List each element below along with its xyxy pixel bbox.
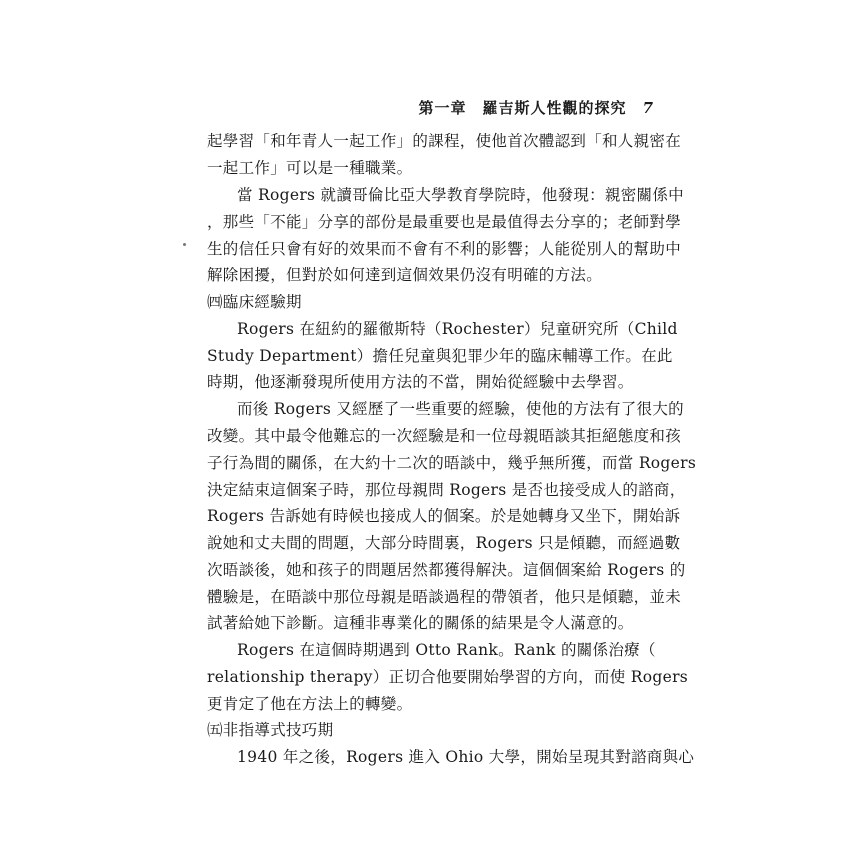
running-head — [419, 97, 654, 118]
text-line: 一起工作」可以是一種職業。 — [207, 159, 413, 177]
text-line: 說她和丈夫間的問題，大部分時間裏，Rogers 只是傾聽，而經過數 — [207, 534, 681, 552]
text-line: relationship therapy）正切合他要開始學習的方向，而使 Rogers — [207, 668, 689, 686]
text-line: 改變。其中最令他難忘的一次經驗是和一位母親晤談其拒絕態度和孩 — [207, 427, 682, 445]
text-line: 1940 年之後，Rogers 進入 Ohio 大學，開始呈現其對諮商與心 — [237, 748, 695, 766]
section-heading: ㈣臨床經驗期 — [207, 293, 302, 311]
text-line: ，那些「不能」分享的部份是最重要也是最值得去分享的；老師對學 — [207, 213, 682, 231]
text-line: 子行為間的關係，在大約十二次的晤談中，幾乎無所獲，而當 Rogers — [207, 454, 697, 472]
text-line: 生的信任只會有好的效果而不會有不利的影響；人能從別人的幫助中 — [207, 240, 682, 258]
text-line: 試著給她下診斷。這種非專業化的關係的結果是令人滿意的。 — [207, 614, 634, 632]
section-heading: ㈤非指導式技巧期 — [207, 721, 334, 739]
text-line: 體驗是，在晤談中那位母親是晤談過程的帶領者，他只是傾聽，並未 — [207, 588, 682, 606]
text-line: Rogers 在這個時期遇到 Otto Rank。Rank 的關係治療（ — [237, 641, 656, 659]
text-line: 起學習「和年青人一起工作」的課程，使他首次體認到「和人親密在 — [207, 132, 682, 150]
text-line: 時期，他逐漸發現所使用方法的不當，開始從經驗中去學習。 — [207, 373, 634, 391]
text-line: Rogers 在紐約的羅徹斯特（Rochester）兒童研究所（Child — [237, 320, 678, 338]
text-line: 而後 Rogers 又經歷了一些重要的經驗，使他的方法有了很大的 — [237, 400, 684, 418]
text-line: 解除困擾，但對於如何達到這個效果仍沒有明確的方法。 — [207, 266, 603, 284]
scan-speck — [183, 243, 186, 246]
text-line: 次晤談後，她和孩子的問題居然都獲得解決。這個個案給 Rogers 的 — [207, 561, 686, 579]
text-line: Study Department）擔任兒童與犯罪少年的臨床輔導工作。在此 — [207, 347, 673, 365]
text-line: 決定結束這個案子時，那位母親問 Rogers 是否也接受成人的諮商， — [207, 481, 686, 499]
text-line: 當 Rogers 就讀哥倫比亞大學教育學院時，他發現：親密關係中 — [237, 186, 684, 204]
chapter-title: 第一章 羅吉斯人性觀的探究 — [418, 99, 627, 117]
text-line: Rogers 告訴她有時候也接成人的個案。於是她轉身又坐下，開始訴 — [207, 507, 681, 525]
page-number: 7 — [642, 99, 654, 117]
text-line: 更肯定了他在方法上的轉變。 — [207, 695, 413, 713]
